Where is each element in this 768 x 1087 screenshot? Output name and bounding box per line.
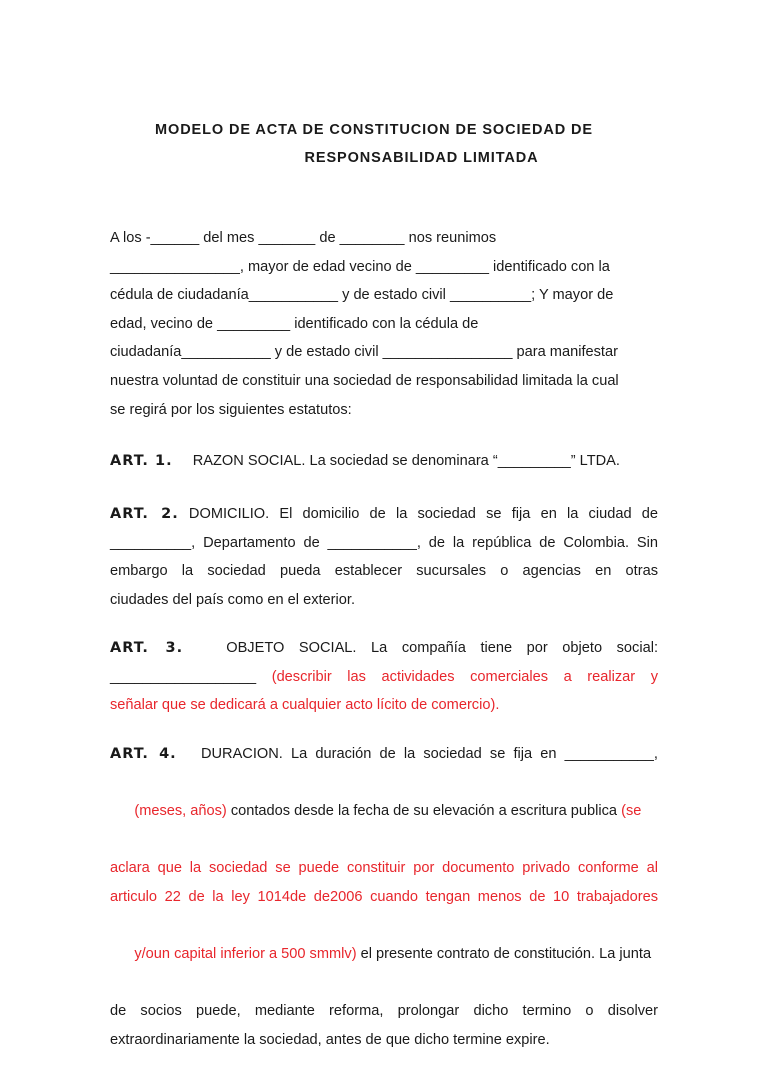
article-4 <box>110 740 658 1055</box>
article-4-label: ART. 4. <box>110 746 177 762</box>
article-2-line: __________, Departamento de ___________, de la república de Colombia. Sin <box>110 534 658 551</box>
article-2-line: ciudades del país como en el exterior. <box>110 591 355 608</box>
article-4-note: y/oun capital inferior a 500 smmlv) <box>134 946 357 963</box>
article-2 <box>110 500 658 614</box>
article-4-line: de socios puede, mediante reforma, prolongar dicho termino o disolver <box>110 1003 658 1020</box>
document-title <box>0 116 768 172</box>
article-2-line: embargo la sociedad pueda establecer sucursales o agencias en otras <box>110 563 658 580</box>
article-4-note: aclara que la sociedad se puede constituir por documento privado conforme al <box>110 860 658 877</box>
article-3-note: señalar que se dedicará a cualquier acto lícito de comercio). <box>110 697 500 714</box>
article-4-line: DURACION. La duración de la sociedad se fija en ___________, <box>200 746 658 762</box>
article-3-line: OBJETO SOCIAL. La compañía tiene por objeto social: <box>226 640 658 656</box>
article-4-note: (meses, años) <box>134 803 227 820</box>
intro-line: cédula de ciudadanía___________ y de estado civil __________; Y mayor de <box>110 287 614 304</box>
article-3 <box>110 634 658 720</box>
article-4-note: articulo 22 de la ley 1014de de2006 cuando tengan menos de 10 trabajadores <box>110 888 658 905</box>
article-4-line: extraordinariamente la sociedad, antes de que dicho termine expire. <box>110 1031 550 1048</box>
intro-line: ________________, mayor de edad vecino de _________ identificado con la <box>110 258 610 275</box>
article-3-note: (describir las actividades comerciales a realizar y <box>271 668 658 685</box>
article-1-text: RAZON SOCIAL. La sociedad se denominara “_________” LTDA. <box>192 453 620 469</box>
intro-line: edad, vecino de _________ identificado con la cédula de <box>110 315 479 332</box>
title-line-2: RESPONSABILIDAD LIMITADA <box>304 150 539 166</box>
title-line-1: MODELO DE ACTA DE CONSTITUCION DE SOCIEDAD DE <box>155 122 593 138</box>
article-2-label: ART. 2. <box>110 506 179 522</box>
article-1-label: ART. 1. <box>110 453 173 469</box>
intro-line: se regirá por los siguientes estatutos: <box>110 401 352 418</box>
article-1 <box>110 447 658 476</box>
intro-line: ciudadanía___________ y de estado civil ________________ para manifestar <box>110 344 618 361</box>
intro-paragraph <box>110 224 658 424</box>
article-3-blank: __________________ <box>110 668 257 685</box>
article-4-line: el presente contrato de constitución. La junta <box>356 946 652 963</box>
article-2-line: DOMICILIO. El domicilio de la sociedad se fija en la ciudad de <box>188 506 658 522</box>
article-4-line: contados desde la fecha de su elevación a escritura publica <box>226 803 622 820</box>
intro-line: nuestra voluntad de constituir una sociedad de responsabilidad limitada la cual <box>110 372 619 389</box>
article-4-note: (se <box>621 803 642 820</box>
intro-line: A los -______ del mes _______ de ________ nos reunimos <box>110 230 497 246</box>
article-3-label: ART. 3. <box>110 640 184 656</box>
